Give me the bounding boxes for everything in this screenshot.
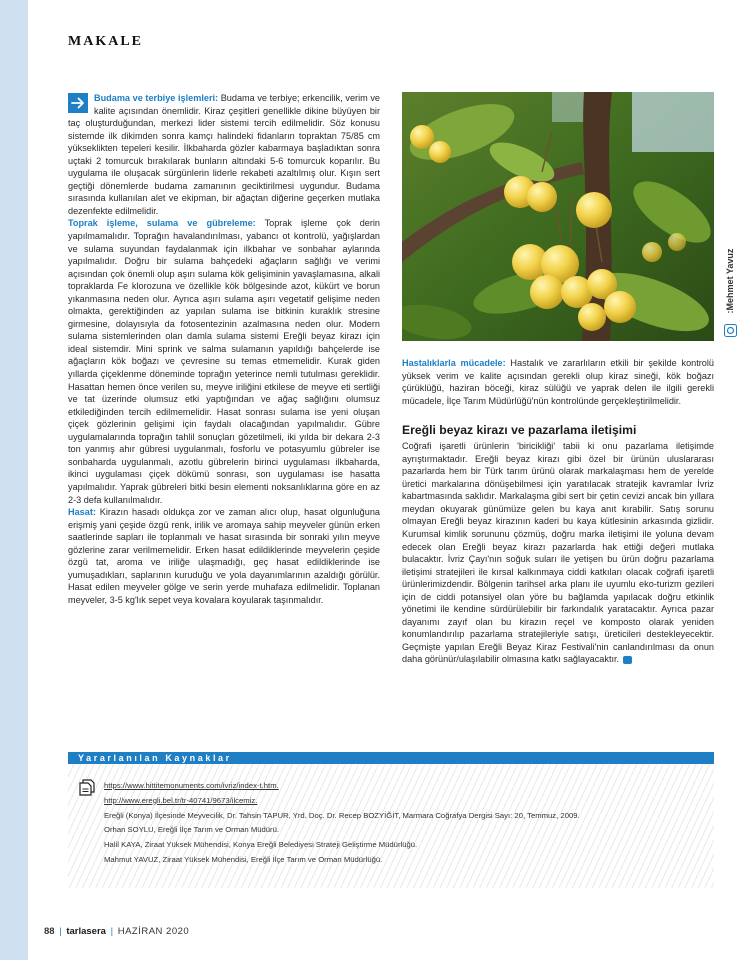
side-color-bar [0,0,28,960]
issue-date: HAZİRAN 2020 [117,926,190,937]
source-link[interactable]: http://www.eregli.bel.tr/tr-40741/9673/ilcemiz. [104,795,258,805]
page-number: 88 [44,926,55,937]
paragraph-diseases [402,357,714,407]
harvest-text: Kirazın hasadı oldukça zor ve zaman alıcı olup, hasat olgunluğuna erişmiş yani çeşide özgü renk, irilik ve aromaya sahip meyveler günün erken saatlerinde sapları ile toplanmalı ve hasat sırasında bir sonraki yılın meyve gözlerine zarar verilmemelidir. Erken hasat edildiklerinde meyvelerin çeşide özgü tat, aroma ve iriliğe ulaşmadığı, geç hasat edildiklerinde ise yumuşadıkları, saplarının kuruduğu ve yola dayanımlarının azaldığı görülür. Hasat edilen meyveler gölge ve serin yerde muhafaza edilmelidir. Toplanan meyveler, 3-5 kg'lık sepet veya kovalara koyularak taşınmalıdır. [68,507,380,605]
diseases-heading: Hastalıklarla mücadele: [402,358,506,368]
paragraph-marketing [402,440,714,666]
cherry-illustration [402,92,714,341]
sources-title: Yararlanılan Kaynaklar [78,753,232,763]
document-icon [78,778,96,796]
marketing-text: Coğrafi işaretli ürünlerin 'biricikliği' tabii ki onu pazarlama iletişimde ayrıştırmaktadır. Ereğli beyaz kirazı gibi özel bir ürünün uluslararası pazarlarda hem bir Türk tarım ürünü olarak markalaşması hem de yerelde üretici markalarına dönüşebilmesi için yaratılacak stratejik kavramlar İvriz kabartmasında saklıdır. Markalaşma gibi sert bir çetin cevizi ancak bin yıllara meydan okuyarak günümüze gelen bu kaya anıt kırabilir. Satış sorunu olmayan Ereğli beyaz kirazının kaderi bu kaya kütlesinin arkasında gizlidir. Kurumsal kimlik sorununu çözmüş, doğru marka iletişimi ile yoluna devam edecek olan Ereğli beyaz kirazı pazarlarda hak ettiği değeri mutlaka bulacaktır. İvriz Çayı'nın soğuk suları ile yetişen bu ürün doğru pazarlama iletişimi stratejileri ile kırsal kalkınmaya ciddi katkıları olacak coğrafi işaretli ürünlerimizdendir. Bölgenin tarihsel arka planı ile uyumlu eko-turizm gezileri için de ciddi potansiyel olan yöre bu bağlamda yapılacak doğru etkinlik yönetimi ile kendine sürdürülebilir bir farkındalık yaratacaktır. Ayrıca pazar dayanımı zayıf olan bu kirazın reçel ve komposto olarak yeniden konumlandırılıp pazarlama stratejileriyle satışı, üreticileri destekleyecektir. Geçmişte yapılan Ereğli Beyaz Kiraz Festivali'nin canlandırılması da onun daha görünür/ulaşılabilir olmasına katkı sağlayacaktır. [402,441,714,665]
pruning-text: Budama ve terbiye; erkencilik, verim ve kalite açısından önemlidir. Kiraz çeşitleri genellikle dikine büyüyen bir taç oluşturduğundan, merkezi lider sistemi tercih edilmelidir. Söz konusu sistemde ilk dikimden sonra kamçı halindeki fidanların topraktan 75/85 cm yükseklikten tepeleri kesilir. İlkbaharda gözler kabarmaya başladıktan sonra uçtaki 2 tomurcuk bırakılarak bunların altındaki 5-6 tomurcuk koparılır. Bu uygulama ile oluşacak sürgünlerin liderle rekabeti azaltılmış olur. Kışın sert geçtiği dönemlerde budama zamanının geciktirilmesi uygundur. Budama sırasında kullanılan alet ve ekipman, bir ağaçtan diğerine geçerken mutlaka dezenfekte edilmelidir. [68,93,380,216]
end-square-icon [623,656,632,664]
page-footer [44,926,189,937]
left-column [68,92,380,606]
footer-separator: | [110,926,114,937]
harvest-heading: Hasat: [68,507,96,518]
source-link[interactable]: https://www.hittitemonuments.com/ivriz/index-t.htm. [104,781,279,790]
paragraph-harvest [68,506,380,606]
right-column [402,357,714,666]
soil-heading: Toprak işleme, sulama ve gübreleme: [68,218,256,229]
marketing-subtitle: Ereğli beyaz kirazı ve pazarlama iletişimi [402,423,637,438]
paragraph-pruning [68,92,380,217]
source-item: Ereğli (Konya) İlçesinde Meyvecilik, Dr. Tahsin TAPUR, Yrd. Doç. Dr. Recep BOZYİĞİT, Marmara Coğrafya Dergisi Sayı: 20, Temmuz, 2009. [104,810,580,820]
paragraph-soil [68,217,380,506]
diseases-text: Hastalık ve zararlıların etkili bir şekilde kontrolü yüksek verim ve kalite açısından gerekli olup kiraz sineği, kök boğazı çürüklüğü, haziran böceği, kiraz sülüğü ve yaprak delen ile ilgili gerekli mücadele, İlçe Tarım Müdürlüğü'nün kontrolünde gerçekleştirilmelidir. [402,358,714,406]
pruning-heading: Budama ve terbiye işlemleri: [94,93,219,103]
cherry-photo [402,92,714,341]
photo-credit-text: :Mehmet Yavuz [725,248,735,314]
section-label: MAKALE [68,34,143,49]
magazine-brand: tarlasera [66,926,106,937]
soil-text: Toprak işleme çok derin yapılmamalıdır. Toprağın havalandırılması, yabancı ot kontrolü, yağışlardan ve sulama suyundan faydalanmak için ilkbahar ve sonbahar aylarında yapılmalıdır. Doğru bir sulama bahçedeki ağaçların sağlığı ve verimi açısından çok önemli olup aşırı sulama kök gelişiminin yavaşlamasına, alkali topraklarda Fe klorozuna ve özellikle kök bölgesinde azot, kükürt ve borun yıkanmasına neden olur. Ayrıca aşırı sulama aşırı vegetatif gelişime neden olmakta, gerektiğinden az yapılan sulama ise bitkinin kuraklık stresine girmesine, dolayısıyla da fotosentezinin azalmasına neden olur. Modern sulama sistemlerinden olan damla sulama sistemi Ereğli beyaz kirazı için ideal sistemdir. Mini sprink ve salma sulamanın yapıldığı bahçelerde ise ağaçların kök boğazı ve çevresine su temas etmemelidir. Kurak giden yıllarda çiçeklenme döneminde toprağın yeterince nemli tutulması gereklidir. Hasattan hemen önce verilen su, meyve iriliğini etkilese de meyve eti sertliği ve tat üzerinde olumsuz etki yaptığından ve ağaç sağlığını olumsuz etkilediğinden tercih edilmemelidir. Hasat sonrası sulama ise yeni oluşan çiçek gözlerinin gelişimi için faydalı olacağından yapılmalıdır. Gübre uygulamalarında toprağın tahlil sonuçları gözetilmeli, iki yılda bir dekara 2-3 ton yanmış ahır gübresi uygulanmalı, fosforlu ve potasyumlu gübreler ise sonbaharda uygulanmalı, azotlu gübrelerin birinci uygulaması ilkbaharda, ikinci uygulaması çiçek dökümü sonrası, son uygulaması ise hasatta yapılmalıdır. Yaprak gübreleri bitki besin elementi noksanlıklarına göre en az 2-3 defa kullanılmalıdır. [68,218,380,505]
source-item: Halil KAYA, Ziraat Yüksek Mühendisi, Konya Ereğli Belediyesi Strateji Geliştirme Müdürlüğü. [104,840,418,850]
camera-icon [724,324,737,337]
source-item: Orhan SOYLU, Ereğli İlçe Tarım ve Orman Müdürü. [104,825,280,835]
footer-separator: | [59,926,62,937]
source-item: Mahmut YAVUZ, Ziraat Yüksek Mühendisi, Ereğli İlçe Tarım ve Orman Müdürlüğü. [104,854,383,864]
arrow-right-icon [68,93,88,113]
sources-list [104,779,704,868]
